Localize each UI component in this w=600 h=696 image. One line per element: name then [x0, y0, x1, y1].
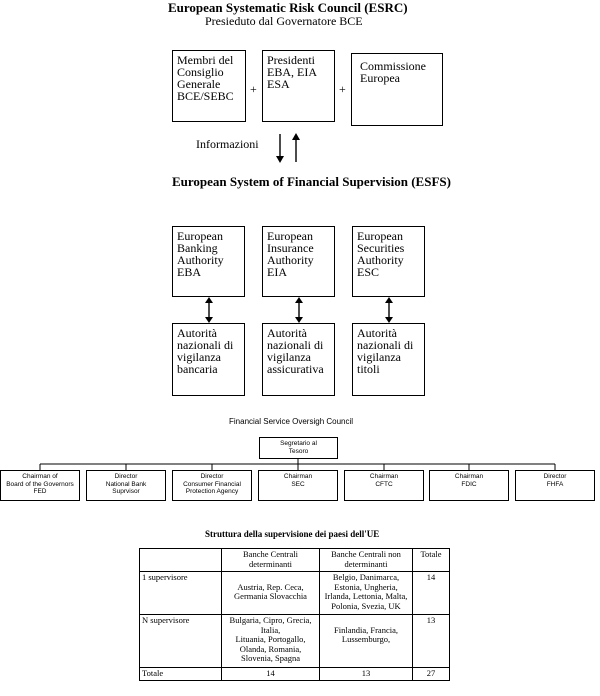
esrc-member-box-1: Membri del Consiglio Generale BCE/SEBC [172, 50, 246, 122]
table-cell: 14 [413, 572, 450, 615]
esfs-title: European System of Financial Supervision (ESFS) [172, 174, 451, 189]
table-cell: Austria, Rep. Ceca, Germania Slovacchia [222, 572, 320, 615]
plus-sign-2: + [339, 82, 346, 96]
table-cell: Bulgaria, Cipro, Grecia, Italia, Lituania, Portogallo, Olanda, Romania, Slovenia, Spagna [222, 615, 320, 668]
table-cell: Belgio, Danimarca, Estonia, Ungheria, Irlanda, Lettonia, Malta, Polonia, Svezia, UK [320, 572, 413, 615]
table-title: Struttura della supervisione dei paesi dell'UE [205, 529, 380, 539]
fsoc-member-box-cftc: Chairman CFTC [344, 470, 424, 501]
authority-box-eia: European Insurance Authority EIA [262, 226, 335, 297]
table-row [140, 668, 450, 681]
esrc-subtitle: Presieduto dal Governatore BCE [205, 14, 363, 28]
fsoc-title: Financial Service Oversigh Council [229, 417, 354, 426]
table-cell: Finlandia, Francia, Lussemburgo, [320, 615, 413, 668]
table-header-row [140, 549, 450, 572]
table-cell: 14 [222, 668, 320, 681]
fsoc-member-box-fed: Chairman of Board of the Governors FED [0, 470, 80, 501]
table-cell: 27 [413, 668, 450, 681]
table-cell: Totale [140, 668, 222, 681]
table-header-cell: Totale [413, 549, 450, 572]
double-arrow-icon [201, 297, 217, 323]
table-cell: N supervisore [140, 615, 222, 668]
fsoc-member-box-cfpa: Director Consumer Financial Protection Agency [172, 470, 252, 501]
fsoc-member-box-fdic: Chairman FDIC [429, 470, 509, 501]
table-cell: 1 supervisore [140, 572, 222, 615]
esrc-member-box-3: Commissione Europea [351, 53, 443, 126]
double-arrow-icon [291, 297, 307, 323]
table-cell: 13 [413, 615, 450, 668]
table-header-cell [140, 549, 222, 572]
esrc-member-box-2: Presidenti EBA, EIA ESA [262, 50, 335, 122]
national-authority-box-banking: Autorità nazionali di vigilanza bancaria [172, 323, 245, 396]
supervision-table [139, 548, 450, 681]
table-header-cell: Banche Centrali determinanti [222, 549, 320, 572]
table-cell: 13 [320, 668, 413, 681]
esrc-title: European Systematic Risk Council (ESRC) [168, 0, 408, 15]
national-authority-box-insurance: Autorità nazionali di vigilanza assicurativa [262, 323, 335, 396]
table-row [140, 572, 450, 615]
authority-box-eba: European Banking Authority EBA [172, 226, 245, 297]
double-arrow-icon [381, 297, 397, 323]
information-arrows-icon [274, 132, 304, 164]
table-header-cell: Banche Centrali non determinanti [320, 549, 413, 572]
information-label: Informazioni [196, 137, 259, 151]
table-row [140, 615, 450, 668]
fsoc-member-box-fhfa: Director FHFA [515, 470, 595, 501]
authority-box-esc: European Securities Authority ESC [352, 226, 425, 297]
plus-sign-1: + [250, 82, 257, 96]
fsoc-member-box-sec: Chairman SEC [258, 470, 338, 501]
fsoc-top-box: Segretario al Tesoro [259, 437, 338, 459]
national-authority-box-securities: Autorità nazionali di vigilanza titoli [352, 323, 425, 396]
fsoc-member-box-nbs: Director National Bank Suprvisor [86, 470, 166, 501]
